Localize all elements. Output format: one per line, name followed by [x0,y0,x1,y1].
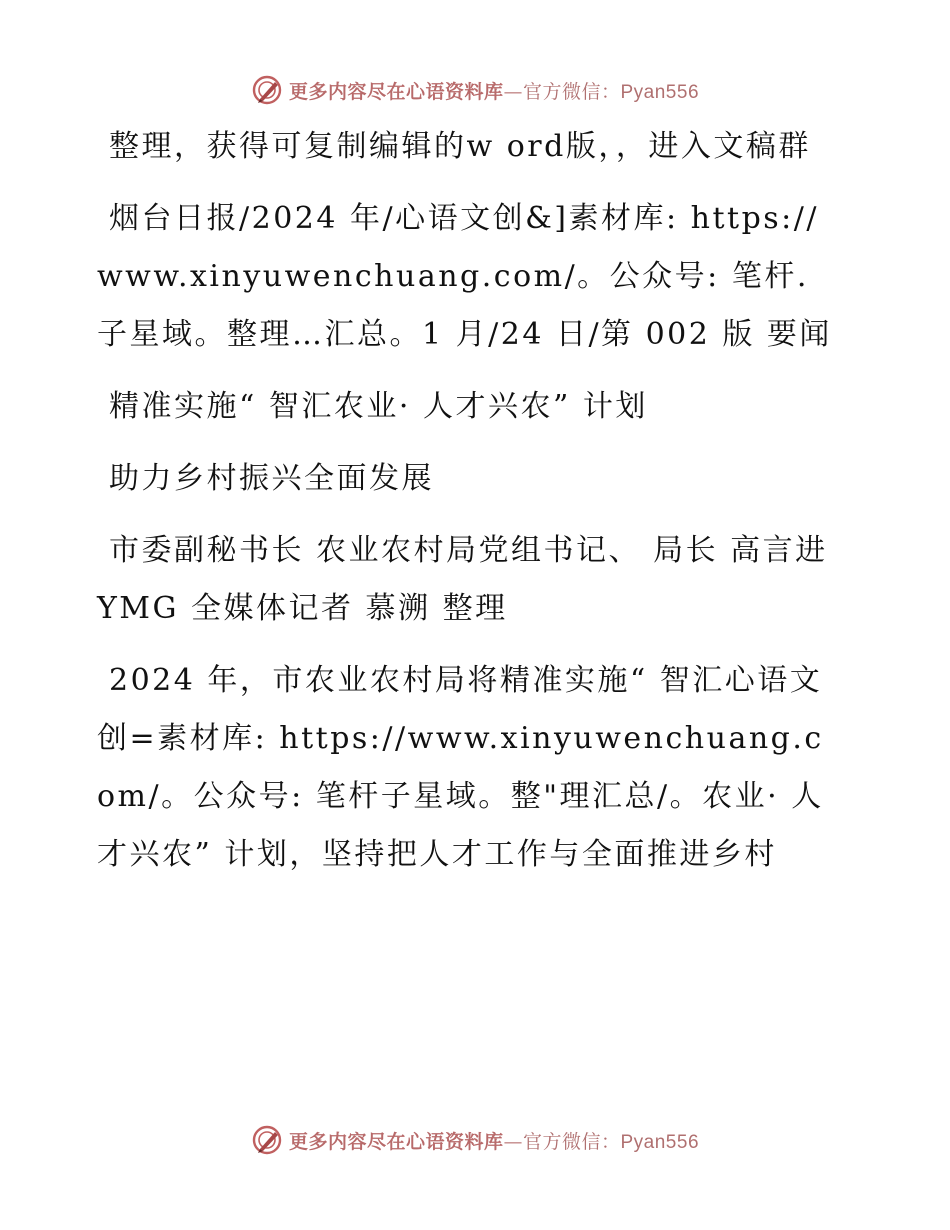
byline: 市委副秘书长 农业农村局党组书记、 局长 高言进 YMG 全媒体记者 慕溯 整理 [97,533,828,626]
watermark-main-text: 更多内容尽在心语资料库 [288,1130,504,1153]
header-watermark [0,70,950,110]
watermark-main-text: 更多内容尽在心语资料库 [288,80,504,103]
watermark-wechat-id: Pyan556 [620,1131,700,1153]
writing-badge-icon [251,74,283,106]
paragraph-1: 整理，获得可复制编辑的w ord版，，进入文稿群 [109,129,811,164]
watermark-wechat-label: 官方微信： [522,80,621,103]
paragraph-2: 烟台日报/2024 年/心语文创&]素材库: https://www.xinyuwenchuang.com/。公众号: 笔杆.子星域。整理…汇总。1 月/24 日/第 002 版 要闻 [97,201,832,352]
watermark-dash: — [503,1130,523,1153]
writing-badge-icon [251,1124,283,1156]
watermark-wechat-id: Pyan556 [620,81,700,103]
paragraph-body: 2024 年，市农业农村局将精准实施“ 智汇心语文创=素材库: https://www.xinyuwenchuang.com/。公众号: 笔杆子星域。整"理汇总/。农业· 人才兴农” 计划，坚持把人才工作与全面推进乡村 [97,663,824,872]
document-body [97,118,837,898]
headline-line-1: 精准实施“ 智汇农业· 人才兴农” 计划 [109,389,648,424]
footer-watermark [0,1120,950,1160]
headline-line-2: 助力乡村振兴全面发展 [109,461,434,496]
watermark-dash: — [503,80,523,103]
watermark-wechat-label: 官方微信： [522,1130,621,1153]
